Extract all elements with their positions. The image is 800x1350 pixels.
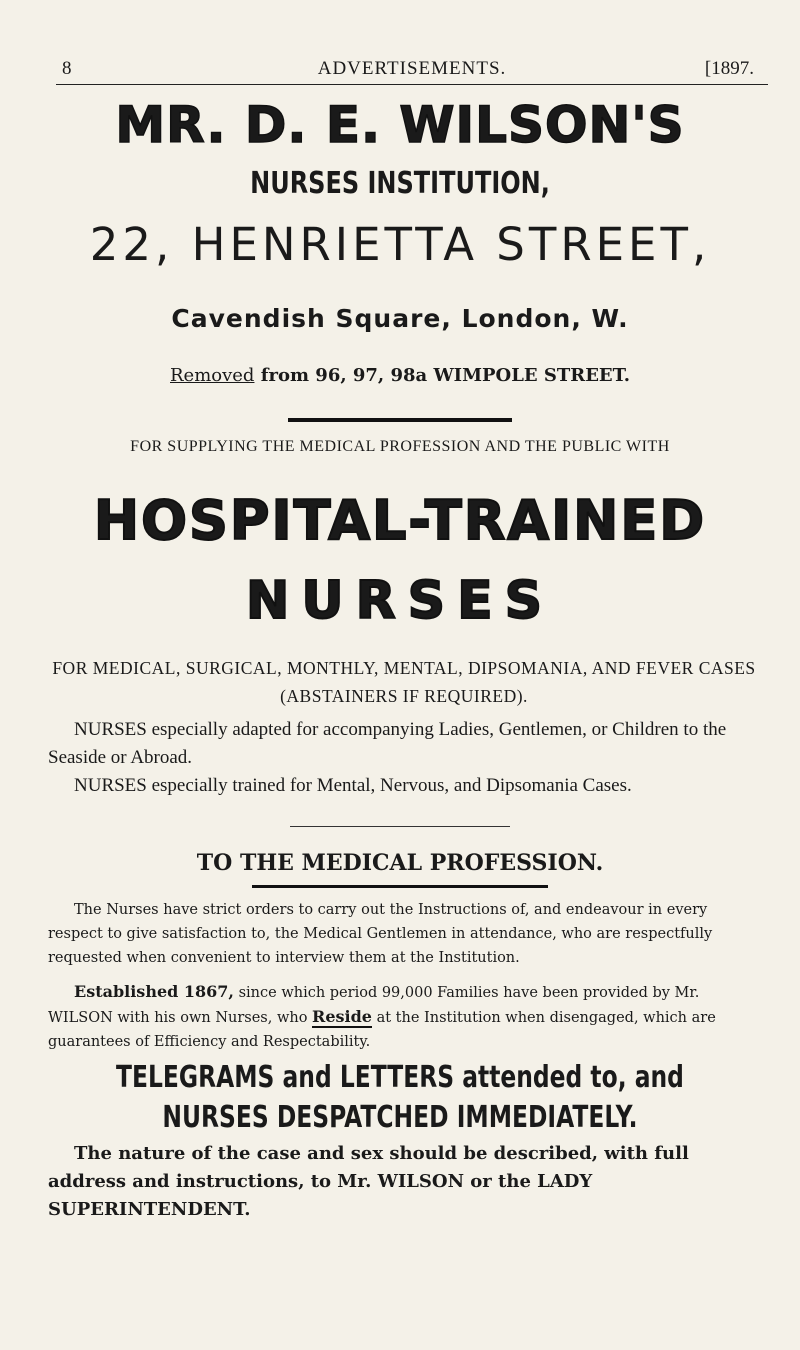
page-header [56,58,768,85]
divider-thick [288,418,512,422]
closing-instructions: The nature of the case and sex should be described, with full address and instructions, to Mr. WILSON or the LADY SUPERINTENDENT. [48,1143,689,1220]
section-title: TO THE MEDICAL PROFESSION. [196,850,604,876]
established-paragraph [48,980,760,1054]
district-address: Cavendish Square, London, W. [171,304,629,333]
established-tail: at the Institution when disengaged, which are guarantees of Efficiency and Respectability. [48,1010,716,1050]
page-number: 8 [62,58,72,79]
removed-from: from 96, 97, 98a WIMPOLE STREET. [260,365,630,386]
telegrams-notice: TELEGRAMS and LETTERS attended to, and NURSES DESPATCHED IMMEDIATELY. [116,1060,684,1135]
running-title: ADVERTISEMENTS. [317,58,507,79]
section-text: The Nurses have strict orders to carry out the Instructions of, and endeavour in every respect to give satisfaction to, the Medical Gentlemen in attendance, who are respectfully requested when convenient to interview them at the Institution. [48,902,713,966]
established-mid: since which period 99,000 Families have been provided by Mr. WILSON with his own Nurses, who [48,985,700,1026]
section-title-underline [252,885,548,888]
established-lead: Established 1867, [74,982,234,1001]
cases-line: FOR MEDICAL, SURGICAL, MONTHLY, MENTAL, DIPSOMANIA, AND FEVER CASES (ABSTAINERS IF REQUIRED). [52,658,756,706]
paragraph-mental: NURSES especially trained for Mental, Nervous, and Dipsomania Cases. [74,775,632,796]
headline-nurses: NURSES [245,571,555,631]
removed-notice [0,365,800,386]
paragraph-seaside: NURSES especially adapted for accompanying Ladies, Gentlemen, or Children to the Seaside or Abroad. [48,719,727,768]
street-address: 22, HENRIETTA STREET, [89,218,711,271]
supplying-line: FOR SUPPLYING THE MEDICAL PROFESSION AND THE PUBLIC WITH [130,438,670,455]
proprietor-name: MR. D. E. WILSON'S [115,96,685,154]
reside-word: Reside [312,1007,372,1026]
headline-hospital-trained: HOSPITAL-TRAINED [93,489,707,552]
divider-thin [290,826,510,827]
removed-word: Removed [170,365,255,386]
year-label: [1897. [704,58,754,79]
institution-name: NURSES INSTITUTION, [250,166,550,201]
